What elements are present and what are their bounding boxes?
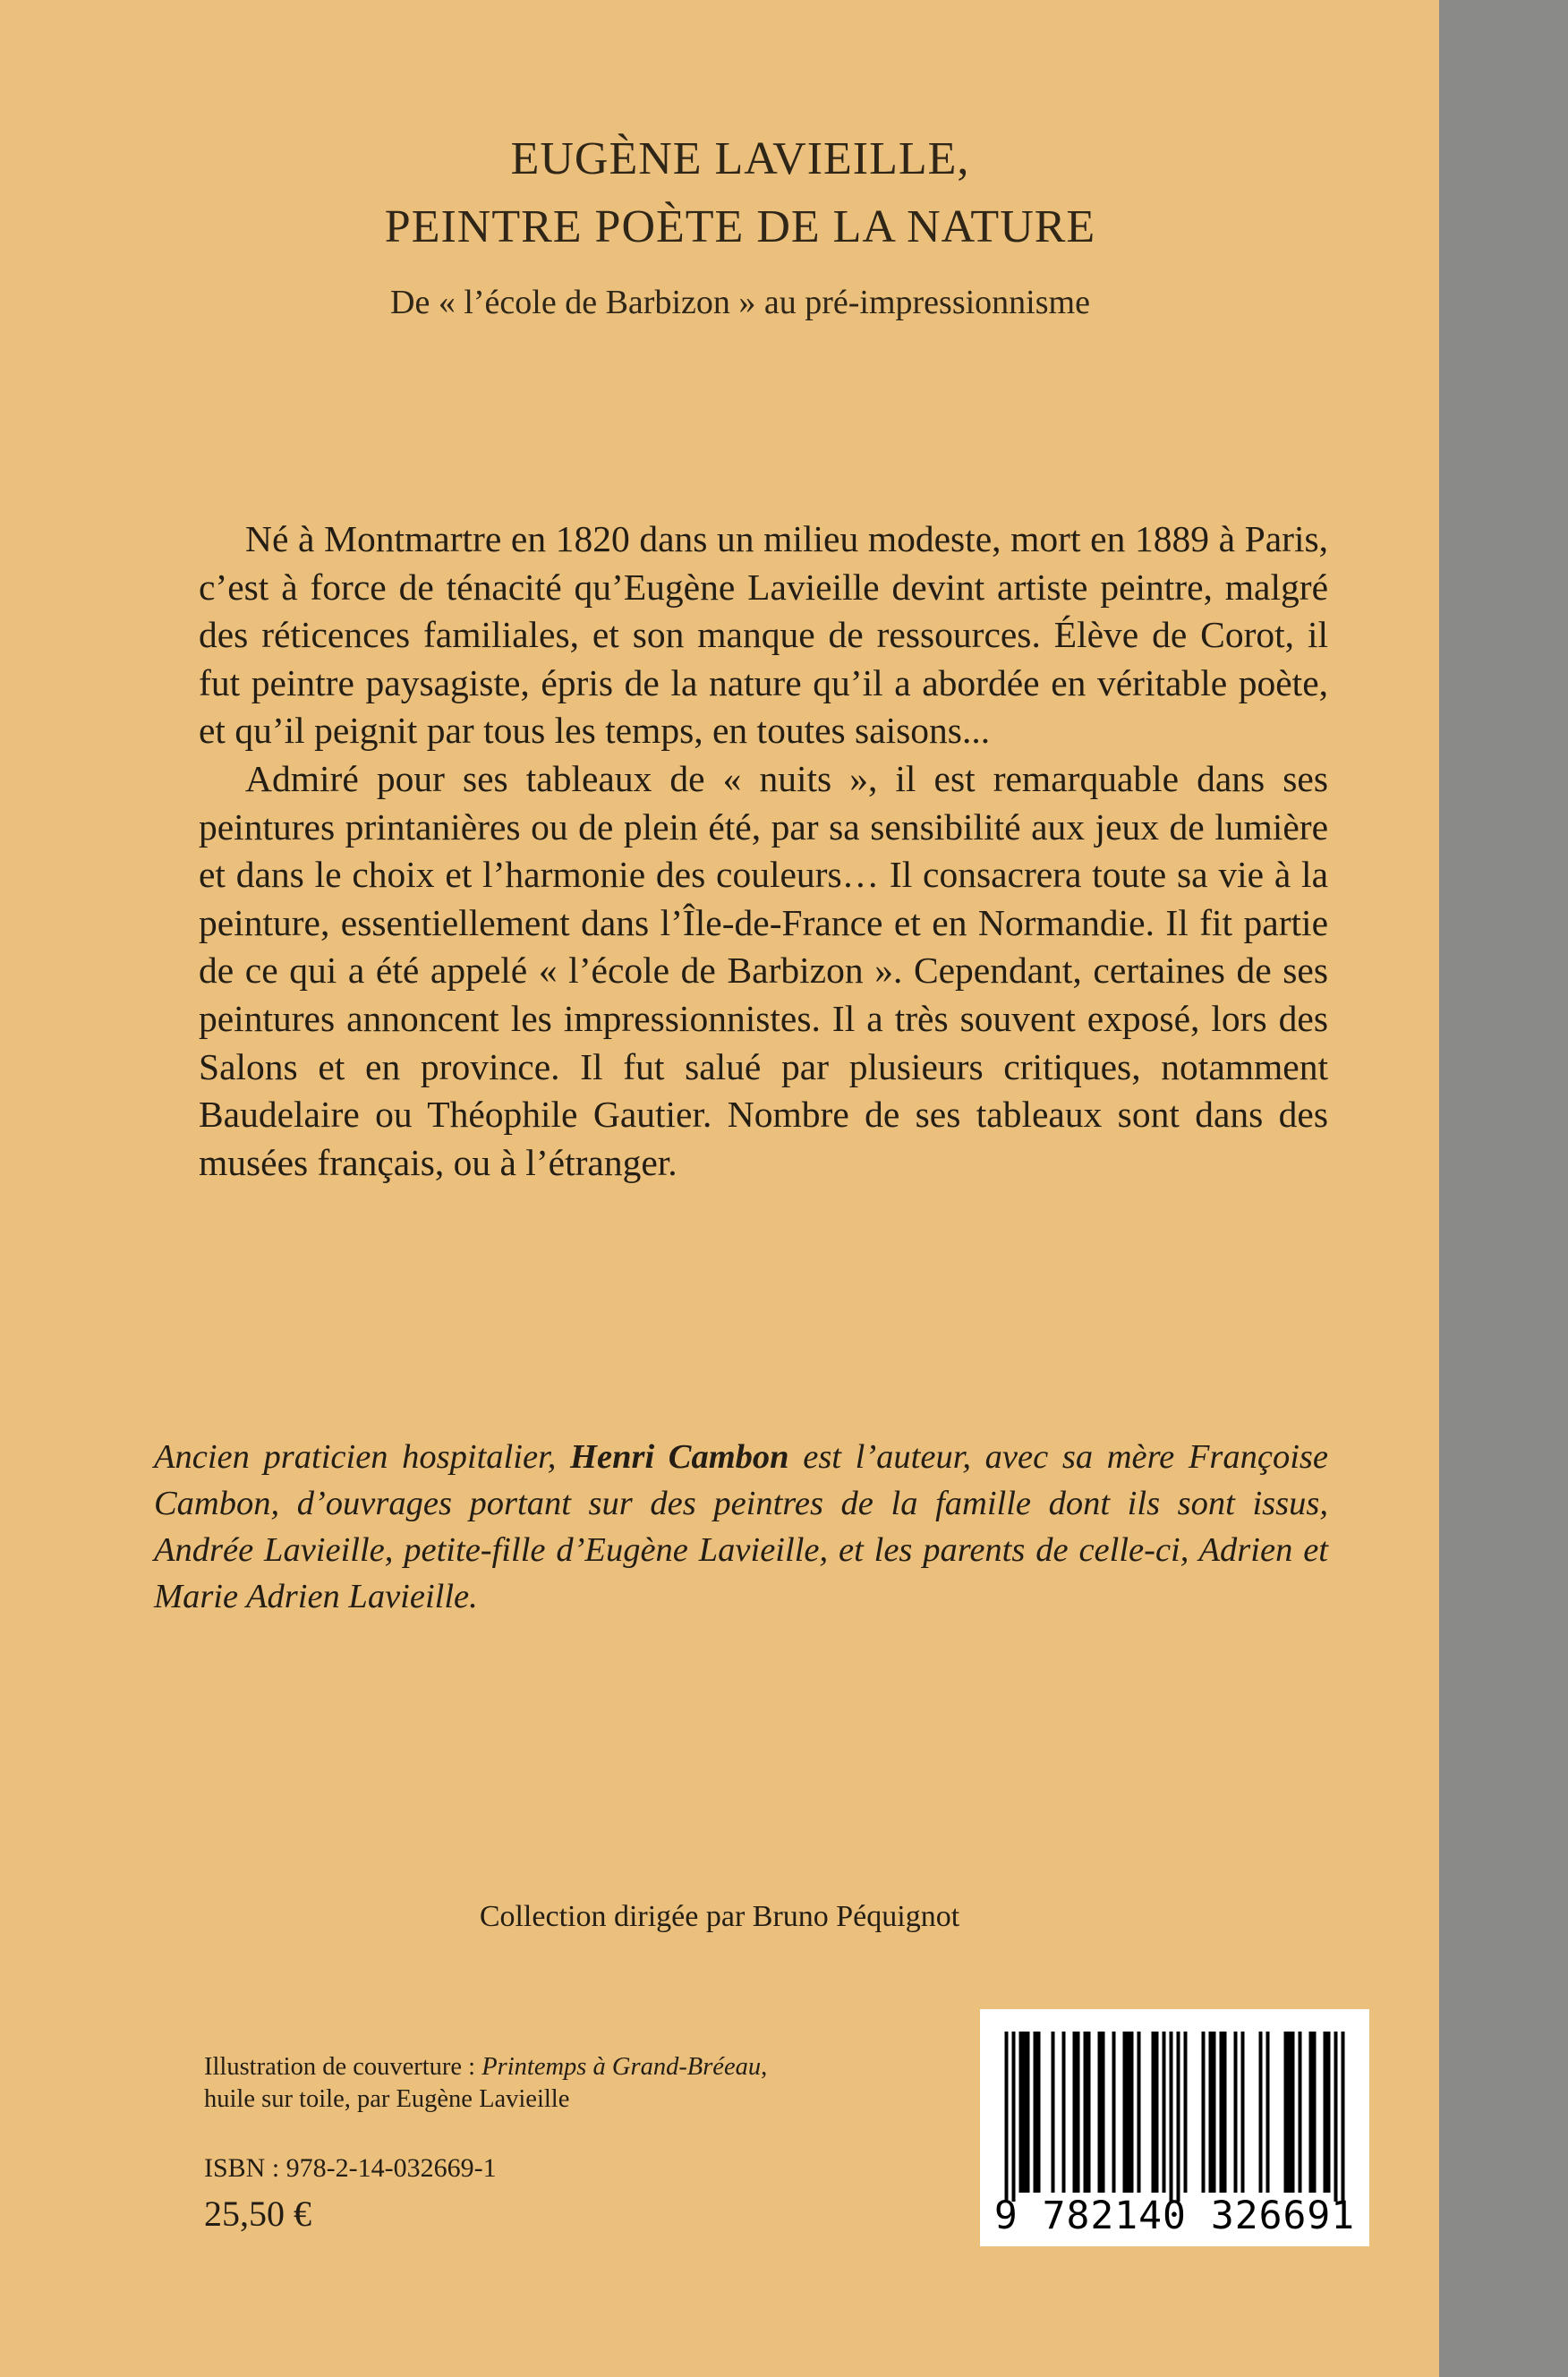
- barcode-bar: [1087, 2032, 1091, 2193]
- book-title-line-1: EUGÈNE LAVIEILLE,: [510, 133, 970, 184]
- barcode-bar: [1077, 2032, 1080, 2193]
- barcode-bar: [1037, 2032, 1041, 2193]
- barcode-bar: [1213, 2032, 1216, 2193]
- barcode-bar: [1299, 2032, 1302, 2193]
- barcode-bar: [1027, 2032, 1030, 2193]
- barcode-bar: [1163, 2032, 1166, 2193]
- barcode-bar: [1202, 2032, 1206, 2193]
- artwork-title: Printemps à Grand-Bréeau: [481, 2053, 762, 2081]
- isbn: ISBN : 978-2-14-032669-1: [204, 2153, 497, 2183]
- barcode-bar: [1309, 2032, 1313, 2193]
- book-subtitle: De « l’école de Barbizon » au pré-impressionnisme: [390, 284, 1090, 321]
- cover-credits: [204, 2051, 938, 2116]
- barcode-bar: [1130, 2032, 1134, 2193]
- barcode-bar: [1334, 2032, 1338, 2202]
- blurb: [199, 515, 1328, 1187]
- barcode-bar: [1123, 2032, 1127, 2193]
- barcode-bar: [1288, 2032, 1291, 2193]
- spine-edge-strip: [1439, 0, 1568, 2377]
- price: 25,50 €: [204, 2194, 311, 2234]
- barcode-bar: [1023, 2032, 1027, 2193]
- barcode-bar: [1324, 2032, 1327, 2193]
- barcode-bar: [1241, 2032, 1245, 2193]
- barcode-bar: [1084, 2032, 1087, 2193]
- blurb-paragraph-1: Né à Montmartre en 1820 dans un milieu modeste, mort en 1889 à Paris, c’est à force de ténacité qu’Eugène Lavieille devint artiste peintre, malgré des réticences familiales, et son manque de ressources. Élève de Corot, il fut peintre paysagiste, épris de la nature qu’il a abordée en véritable poète, et qu’il peignit par tous les temps, en toutes saisons...: [199, 518, 1328, 752]
- barcode-bar: [1223, 2032, 1227, 2193]
- barcode-bar: [1266, 2032, 1270, 2193]
- barcode-bar: [1291, 2032, 1295, 2193]
- barcode-bar: [1284, 2032, 1288, 2193]
- book-title-line-2: PEINTRE POÈTE DE LA NATURE: [384, 201, 1096, 252]
- barcode-bar: [1259, 2032, 1263, 2193]
- author-bio: [154, 1434, 1328, 1620]
- barcode-bar: [1073, 2032, 1077, 2193]
- barcode-digits: 9 782140 326691: [993, 2194, 1356, 2238]
- barcode-bar: [1019, 2032, 1023, 2193]
- barcode-bar: [1052, 2032, 1055, 2193]
- barcode-bar: [1220, 2032, 1223, 2193]
- cover-illustration-label: Illustration de couverture :: [204, 2053, 482, 2081]
- barcode-bar: [1138, 2032, 1141, 2193]
- barcode-bar: [1155, 2032, 1159, 2193]
- barcode-bar: [1184, 2032, 1188, 2193]
- cover-illustration-line: Illustration de couverture : Printemps à Grand-Bréeau,: [204, 2053, 768, 2081]
- barcode-bar: [1342, 2032, 1345, 2202]
- barcode-bar: [1005, 2032, 1009, 2202]
- barcode-bar: [1102, 2032, 1105, 2193]
- barcode-bar: [1152, 2032, 1155, 2193]
- barcode-bar: [1112, 2032, 1116, 2193]
- barcode-bar: [1098, 2032, 1102, 2193]
- barcode-bar: [1034, 2032, 1037, 2193]
- artwork-medium: huile sur toile, par Eugène Lavieille: [204, 2085, 570, 2113]
- barcode: [980, 2009, 1369, 2246]
- author-bio-intro: Ancien praticien hospitalier,: [154, 1438, 571, 1476]
- barcode-bar: [1234, 2032, 1238, 2193]
- barcode-bar: [1062, 2032, 1066, 2193]
- barcode-bar: [1313, 2032, 1317, 2193]
- collection-editor: Collection dirigée par Bruno Péquignot: [479, 1900, 960, 1933]
- barcode-bar: [1209, 2032, 1213, 2193]
- author-name: Henri Cambon: [570, 1438, 789, 1476]
- barcode-bar: [1127, 2032, 1130, 2193]
- author-bio-rest: est l’auteur, avec sa mère Françoise Cambon, d’ouvrages portant sur des peintres de la famille dont ils sont issus, Andrée Lavieille, petite-fille d’Eugène Lavieille, et les parents de celle-ci, Adrien et Marie Adrien Lavieille.: [154, 1438, 1329, 1615]
- barcode-bar: [1177, 2032, 1180, 2202]
- title-block: [179, 125, 1301, 324]
- barcode-bar: [1012, 2032, 1016, 2202]
- barcode-bar: [1170, 2032, 1173, 2202]
- blurb-paragraph-2: Admiré pour ses tableaux de « nuits », il est remarquable dans ses peintures printanières ou de plein été, par sa sensibilité aux jeux de lumière et dans le choix et l’harmonie des couleurs… Il consacrera toute sa vie à la peinture, essentiellement dans l’Île-de-France et en Normandie. Il fit partie de ce qui a été appelé « l’école de Barbizon ». Cependant, certaines de ses peintures annoncent les impressionnistes. Il a très souvent exposé, lors des Salons et en province. Il fut salué par plusieurs critiques, notamment Baudelaire ou Théophile Gautier. Nombre de ses tableaux sont dans des musées français, ou à l’étranger.: [199, 757, 1328, 1183]
- barcode-bar: [1327, 2032, 1331, 2193]
